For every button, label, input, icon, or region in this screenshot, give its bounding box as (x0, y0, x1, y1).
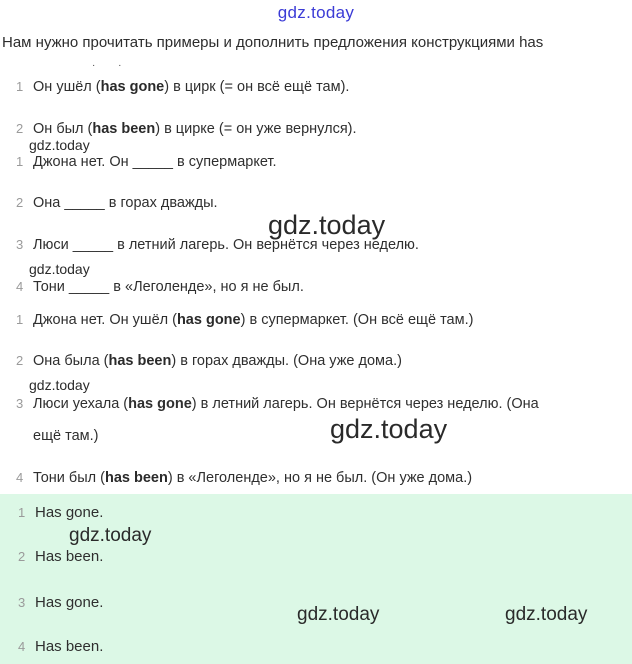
task-text: Тони _____ в «Леголенде», но я не был. (33, 279, 304, 295)
filled-sentence-4 (16, 470, 472, 486)
item-number: 2 (16, 195, 24, 210)
watermark: gdz.today (29, 261, 90, 277)
example-keyword: has been (92, 121, 156, 137)
filled-text-pre: Тони был ( (33, 470, 105, 486)
filled-text-post: ) в супермаркет. (Он всё ещё там.) (240, 312, 474, 328)
example-2 (16, 121, 357, 137)
answers-panel (0, 494, 632, 664)
filled-text-pre: Люси уехала ( (33, 396, 129, 412)
watermark: gdz.today (69, 525, 152, 546)
site-logo[interactable]: gdz.today (277, 3, 355, 22)
task-1 (16, 154, 277, 170)
item-number: 2 (16, 121, 24, 136)
item-number: 3 (18, 595, 26, 610)
filled-sentence-3 (16, 388, 616, 452)
task-text: Она _____ в горах дважды. (33, 195, 218, 211)
filled-keyword: has gone (128, 396, 192, 412)
answer-text: Has gone. (35, 504, 104, 521)
answer-3 (18, 594, 103, 611)
task-text: Джона нет. Он _____ в супермаркет. (33, 154, 277, 170)
item-number: 2 (16, 353, 24, 368)
item-number: 1 (18, 505, 26, 520)
filled-text-continuation: ещё там.) (33, 428, 99, 444)
answer-2 (18, 548, 103, 565)
item-number: 1 (16, 312, 24, 327)
watermark: gdz.today (297, 604, 380, 625)
watermark: gdz.today (505, 604, 588, 625)
filled-text-post: ) в горах дважды. (Она уже дома.) (171, 353, 402, 369)
example-text-post: ) в цирке (= он уже вернулся). (155, 121, 357, 137)
example-text-pre: Он был ( (33, 121, 93, 137)
example-text-pre: Он ушёл ( (33, 79, 101, 95)
filled-text-post: ) в «Леголенде», но я не был. (Он уже дома.) (167, 470, 473, 486)
task-2 (16, 195, 218, 211)
answer-text: Has been. (35, 548, 104, 565)
example-keyword: has gone (100, 79, 165, 95)
task-4 (16, 279, 304, 295)
watermark: gdz.today (29, 377, 90, 393)
item-number: 3 (16, 396, 24, 411)
dots-decoration: · · (92, 60, 132, 71)
answer-1 (18, 504, 103, 521)
item-number: 4 (16, 279, 24, 294)
filled-text-pre: Она была ( (33, 353, 109, 369)
task-intro: Нам нужно прочитать примеры и дополнить предложения конструкциями has (2, 34, 544, 51)
watermark: gdz.today (268, 210, 386, 240)
filled-keyword: has been (104, 470, 168, 486)
item-number: 1 (16, 154, 24, 169)
item-number: 2 (18, 549, 26, 564)
task-text: Люси _____ в летний лагерь. Он вернётся через неделю. (33, 237, 419, 253)
filled-sentence-2 (16, 353, 402, 369)
example-text-post: ) в цирк (= он всё ещё там). (164, 79, 350, 95)
example-1 (16, 79, 349, 95)
answer-text: Has gone. (35, 594, 104, 611)
filled-text-pre: Джона нет. Он ушёл ( (33, 312, 177, 328)
item-number: 4 (18, 639, 26, 654)
filled-keyword: has been (108, 353, 172, 369)
watermark: gdz.today (330, 414, 448, 444)
filled-text-post: ) в летний лагерь. Он вернётся через неделю. (Она (191, 396, 539, 412)
answer-4 (18, 638, 103, 655)
filled-sentence-1 (16, 312, 473, 328)
watermark: gdz.today (29, 137, 90, 153)
answer-text: Has been. (35, 638, 104, 655)
item-number: 3 (16, 237, 24, 252)
item-number: 1 (16, 79, 24, 94)
filled-keyword: has gone (176, 312, 241, 328)
item-number: 4 (16, 470, 24, 485)
